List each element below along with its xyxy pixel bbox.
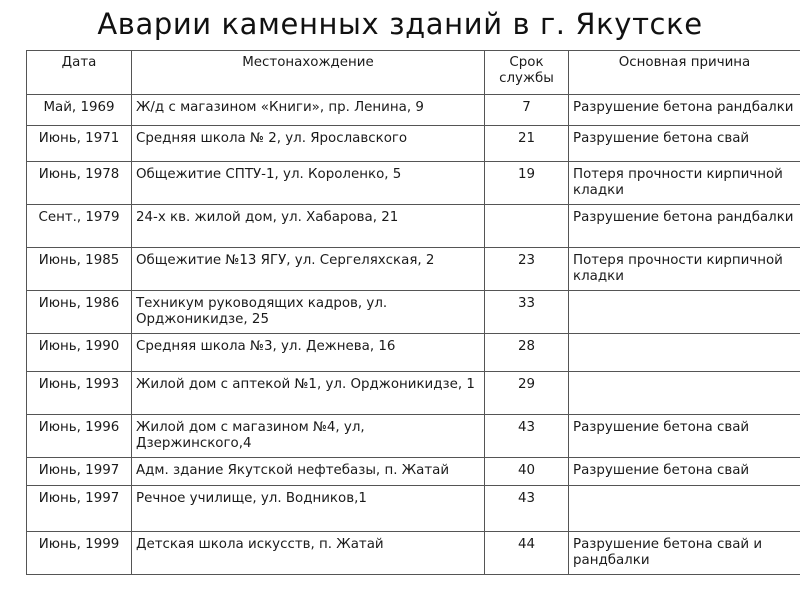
cell-term: 43: [485, 415, 569, 458]
table-row: [27, 334, 800, 372]
accidents-table: [26, 50, 800, 575]
cell-cause: [569, 334, 800, 372]
table-body: [27, 95, 800, 575]
cell-term: 43: [485, 486, 569, 532]
cell-location: Ж/д с магазином «Книги», пр. Ленина, 9: [132, 95, 485, 126]
table-row: [27, 126, 800, 162]
cell-term: 23: [485, 248, 569, 291]
table-header: [27, 51, 800, 95]
cell-date: Июнь, 1996: [27, 415, 132, 458]
cell-term: 33: [485, 291, 569, 334]
header-row: [27, 51, 800, 95]
table-row: [27, 162, 800, 205]
cell-term: 19: [485, 162, 569, 205]
cell-term: 7: [485, 95, 569, 126]
cell-location: Жилой дом с магазином №4, ул, Дзержинского,4: [132, 415, 485, 458]
cell-cause: Потеря прочности кирпичной кладки: [569, 248, 800, 291]
cell-date: Май, 1969: [27, 95, 132, 126]
table-row: [27, 415, 800, 458]
table-row: [27, 291, 800, 334]
page-title: Аварии каменных зданий в г. Якутске: [97, 7, 703, 41]
cell-date: Июнь, 1993: [27, 372, 132, 415]
cell-date: Июнь, 1997: [27, 458, 132, 486]
cell-location: Техникум руководящих кадров, ул. Орджоникидзе, 25: [132, 291, 485, 334]
cell-date: Июнь, 1978: [27, 162, 132, 205]
table-row: [27, 205, 800, 248]
cell-term: 29: [485, 372, 569, 415]
cell-location: Общежитие СПТУ-1, ул. Короленко, 5: [132, 162, 485, 205]
cell-term: 40: [485, 458, 569, 486]
cell-location: Общежитие №13 ЯГУ, ул. Сергеляхская, 2: [132, 248, 485, 291]
cell-location: Детская школа искусств, п. Жатай: [132, 532, 485, 575]
cell-date: Июнь, 1971: [27, 126, 132, 162]
cell-location: Жилой дом с аптекой №1, ул. Орджоникидзе, 1: [132, 372, 485, 415]
cell-cause: Разрушение бетона рандбалки: [569, 205, 800, 248]
column-header-term: Срок службы: [485, 51, 569, 95]
cell-date: Июнь, 1997: [27, 486, 132, 532]
cell-date: Июнь, 1999: [27, 532, 132, 575]
cell-term: 44: [485, 532, 569, 575]
table-row: [27, 532, 800, 575]
table-row: [27, 486, 800, 532]
cell-cause: Разрушение бетона свай и рандбалки: [569, 532, 800, 575]
cell-location: Речное училище, ул. Водников,1: [132, 486, 485, 532]
cell-cause: [569, 372, 800, 415]
cell-cause: Потеря прочности кирпичной кладки: [569, 162, 800, 205]
cell-location: Адм. здание Якутской нефтебазы, п. Жатай: [132, 458, 485, 486]
cell-term: 28: [485, 334, 569, 372]
accidents-table-container: [26, 50, 800, 575]
cell-term: 21: [485, 126, 569, 162]
table-row: [27, 458, 800, 486]
cell-date: Сент., 1979: [27, 205, 132, 248]
column-header-cause: Основная причина: [569, 51, 800, 95]
cell-cause: Разрушение бетона рандбалки: [569, 95, 800, 126]
cell-cause: Разрушение бетона свай: [569, 126, 800, 162]
cell-cause: [569, 291, 800, 334]
cell-date: Июнь, 1985: [27, 248, 132, 291]
cell-cause: Разрушение бетона свай: [569, 458, 800, 486]
table-row: [27, 248, 800, 291]
cell-cause: Разрушение бетона свай: [569, 415, 800, 458]
table-row: [27, 372, 800, 415]
table-row: [27, 95, 800, 126]
cell-date: Июнь, 1990: [27, 334, 132, 372]
cell-cause: [569, 486, 800, 532]
cell-location: Средняя школа № 2, ул. Ярославского: [132, 126, 485, 162]
column-header-date: Дата: [27, 51, 132, 95]
cell-location: Средняя школа №3, ул. Дежнева, 16: [132, 334, 485, 372]
column-header-location: Местонахождение: [132, 51, 485, 95]
cell-date: Июнь, 1986: [27, 291, 132, 334]
cell-term: [485, 205, 569, 248]
cell-location: 24-х кв. жилой дом, ул. Хабарова, 21: [132, 205, 485, 248]
